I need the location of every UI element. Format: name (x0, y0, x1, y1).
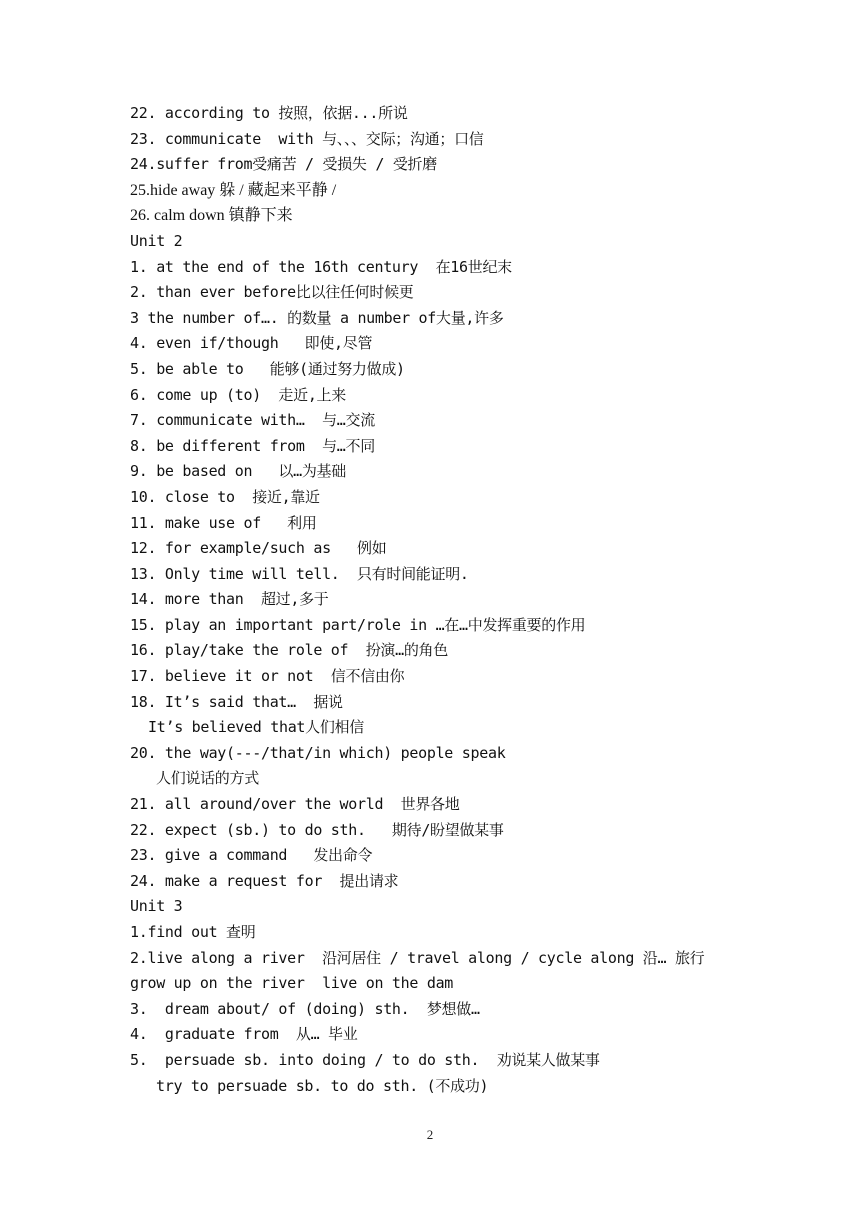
list-item: 9. be based on 以…为基础 (130, 462, 346, 481)
list-item: 4. graduate from 从… 毕业 (130, 1025, 358, 1044)
list-item: 17. believe it or not 信不信由你 (130, 667, 405, 686)
list-item: 6. come up (to) 走近,上来 (130, 385, 346, 404)
list-item: 15. play an important part/role in …在…中发挥重要的作用 (130, 615, 586, 634)
list-item: 5. persuade sb. into doing / to do sth. 劝说某人做某事 (130, 1050, 600, 1069)
list-item: 5. be able to 能够(通过努力做成) (130, 359, 405, 378)
list-item: 1. at the end of the 16th century 在16世纪末 (130, 257, 512, 276)
list-item: 2. than ever before比以往任何时候更 (130, 283, 414, 302)
list-item: 20. the way(---/that/in which) people speak (130, 743, 506, 762)
list-item: try to persuade sb. to do sth. (不成功) (156, 1076, 489, 1095)
list-item: 11. make use of 利用 (130, 513, 317, 532)
list-item: 10. close to 接近,靠近 (130, 487, 320, 506)
list-item: 7. communicate with… 与…交流 (130, 411, 375, 430)
list-item: 18. It’s said that… 据说 (130, 692, 343, 711)
list-item: 23. give a command 发出命令 (130, 846, 373, 865)
list-item: 24.suffer from受痛苦 / 受损失 / 受折磨 (130, 155, 437, 174)
vocabulary-list (130, 101, 770, 1099)
list-item: 1.find out 查明 (130, 923, 256, 941)
list-item: 21. all around/over the world 世界各地 (130, 795, 460, 814)
list-item: 24. make a request for 提出请求 (130, 871, 399, 890)
list-item: 3. dream about/ of (doing) sth. 梦想做… (130, 999, 480, 1018)
list-item: 4. even if/though 即使,尽管 (130, 334, 373, 353)
page-number: 2 (426, 1127, 434, 1142)
list-item: 26. calm down 镇静下来 (130, 207, 293, 225)
list-item: 8. be different from 与…不同 (130, 436, 375, 455)
list-item: 14. more than 超过,多于 (130, 590, 329, 609)
unit-3-heading: Unit 3 (130, 897, 183, 916)
list-item: 23. communicate with 与、、、交际；沟通；口信 (130, 129, 484, 148)
list-item: 2.live along a river 沿河居住 / travel along / cycle along 沿… 旅行 (130, 948, 705, 967)
list-item: 22. expect (sb.) to do sth. 期待/盼望做某事 (130, 820, 504, 839)
list-item: 22. according to 按照，依据...所说 (130, 104, 408, 122)
list-item: 人们说话的方式 (156, 769, 259, 788)
list-item: 12. for example/such as 例如 (130, 539, 387, 558)
list-item: 16. play/take the role of 扮演…的角色 (130, 641, 448, 660)
list-item: It’s believed that人们相信 (148, 718, 364, 737)
list-item: 3 the number of…. 的数量 a number of大量,许多 (130, 308, 504, 327)
list-item: grow up on the river live on the dam (130, 974, 454, 993)
list-item: 25.hide away 躲 / 藏起来平静 / (130, 181, 337, 199)
unit-2-heading: Unit 2 (130, 231, 183, 250)
list-item: 13. Only time will tell. 只有时间能证明. (130, 564, 469, 583)
